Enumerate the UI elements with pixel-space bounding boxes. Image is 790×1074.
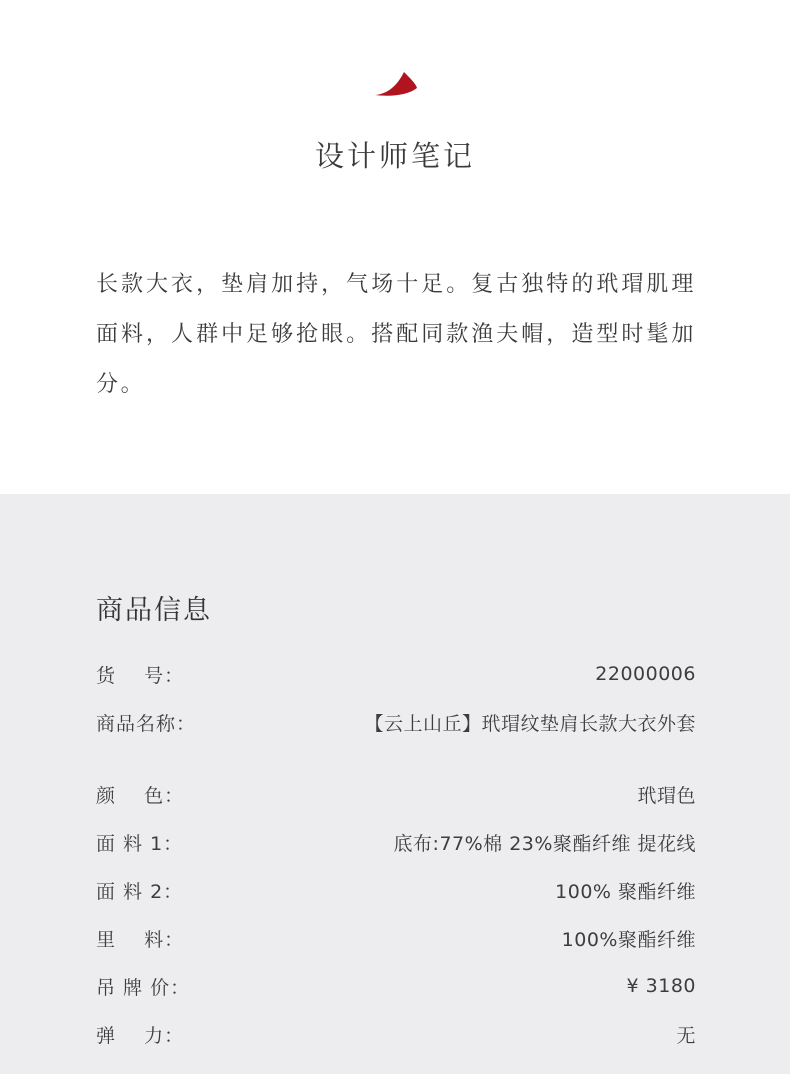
red-brush-stroke-icon (374, 68, 418, 98)
info-row-lining (96, 924, 696, 952)
info-value: 底布:77%棉 23%聚酯纤维 提花线 (393, 832, 696, 855)
info-label: 商品名称： (96, 712, 197, 735)
info-label: 吊 牌 价： (96, 976, 191, 999)
info-value: 100% 聚酯纤维 (555, 880, 696, 903)
info-label: 面 料 2： (96, 880, 184, 903)
info-value: 玳瑁色 (637, 784, 696, 807)
designer-notes-section (0, 0, 790, 494)
info-row-tag-price (96, 972, 696, 1000)
info-label: 面 料 1： (96, 832, 184, 855)
designer-notes-text: 长款大衣，垫肩加持，气场十足。复古独特的玳瑁肌理面料，人群中足够抢眼。搭配同款渔夫帽，造型时髦加分。 (96, 272, 696, 397)
info-row-elasticity (96, 1020, 696, 1048)
info-row-color (96, 780, 696, 808)
info-row-product-name (96, 708, 696, 736)
info-value: ¥ 3180 (626, 975, 696, 997)
info-label: 货 号： (96, 664, 185, 687)
info-label: 里 料： (96, 928, 185, 951)
info-row-item-number (96, 660, 696, 688)
info-value: 【云上山丘】玳瑁纹垫肩长款大衣外套 (364, 712, 696, 735)
info-row-fabric-2 (96, 876, 696, 904)
info-label: 弹 力： (96, 1024, 185, 1047)
info-value: 22000006 (595, 663, 696, 685)
info-row-fabric-1 (96, 828, 696, 856)
product-info-title: 商品信息 (96, 595, 212, 626)
designer-notes-title: 设计师笔记 (314, 139, 475, 173)
info-value: 无 (676, 1024, 696, 1047)
product-info-section (0, 494, 790, 1074)
info-label: 颜 色： (96, 784, 185, 807)
info-value: 100%聚酯纤维 (561, 928, 696, 951)
